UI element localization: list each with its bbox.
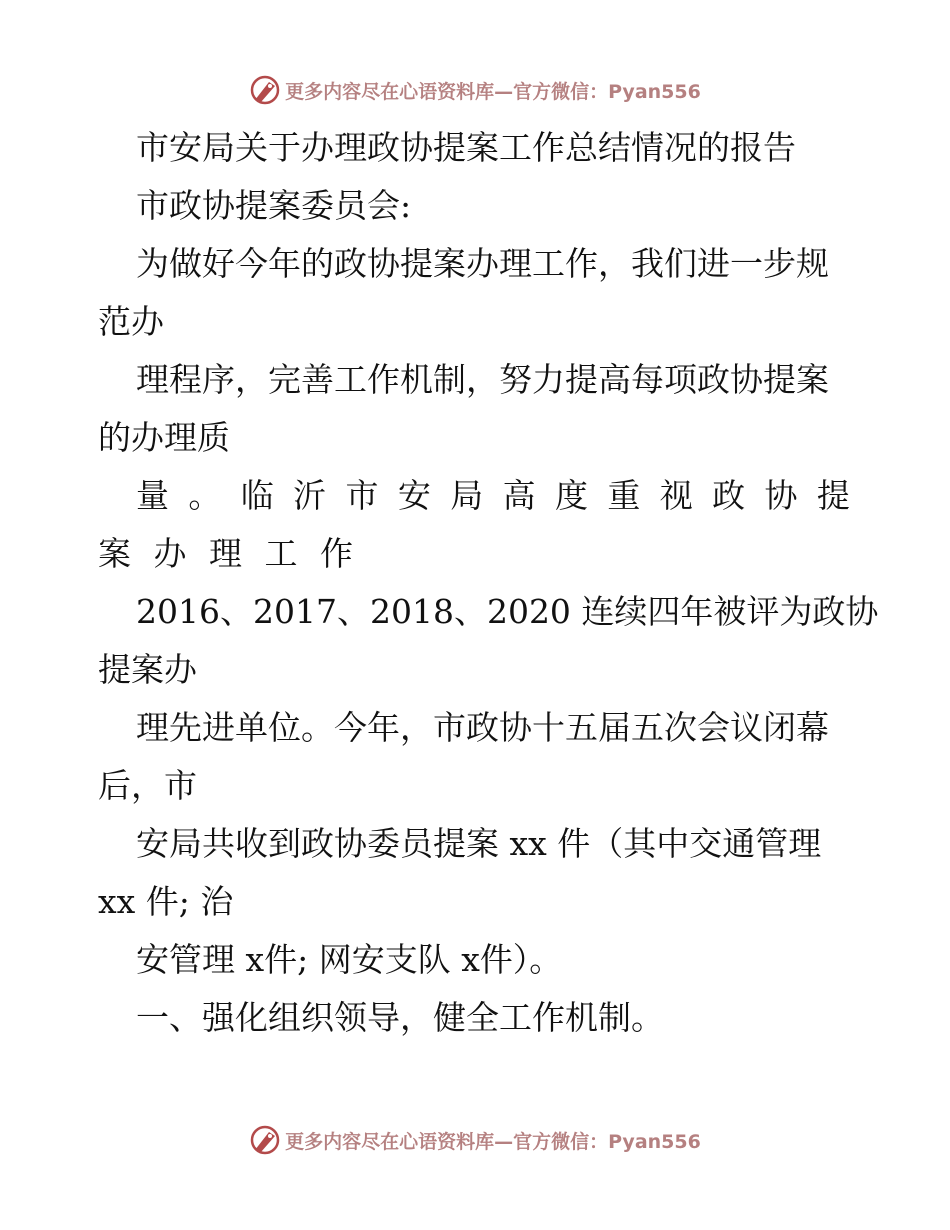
- section-heading: 一、强化组织领导，健全工作机制。: [136, 998, 664, 1037]
- paragraph-line: 范办: [98, 302, 164, 341]
- char: 量: [136, 476, 169, 515]
- char: 市: [345, 476, 379, 515]
- char: 。: [188, 476, 222, 515]
- char: 重: [607, 476, 641, 515]
- paragraph-line: 后，市: [98, 766, 197, 805]
- pen-nib-logo-icon: [249, 74, 281, 106]
- footer-banner-text: 更多内容尽在心语资料库—官方微信：Pyan556: [285, 1130, 701, 1153]
- char: 高: [502, 476, 536, 515]
- paragraph-line: xx 件; 治: [98, 882, 234, 921]
- paragraph-line: 理先进单位。今年，市政协十五届五次会议闭幕: [136, 708, 829, 747]
- char: 政: [712, 476, 746, 515]
- paragraph-line: 安局共收到政协委员提案 xx 件（其中交通管理: [136, 824, 822, 863]
- char: 度: [555, 476, 588, 515]
- char: 协: [764, 476, 798, 515]
- char: 局: [450, 476, 484, 515]
- header-banner: [0, 70, 950, 110]
- char: 提: [816, 476, 850, 515]
- paragraph-line: 安管理 x件; 网安支队 x件）。: [136, 940, 563, 979]
- char: 沂: [293, 476, 327, 515]
- header-banner-text: 更多内容尽在心语资料库—官方微信：Pyan556: [285, 80, 701, 103]
- paragraph-line: 理程序，完善工作机制，努力提高每项政协提案: [136, 360, 829, 399]
- paragraph-line-justified: [136, 476, 850, 516]
- char: 视: [659, 476, 693, 515]
- paragraph-line: 为做好今年的政协提案办理工作，我们进一步规: [136, 244, 829, 283]
- paragraph-line: 的办理质: [98, 418, 230, 457]
- char: 安: [397, 476, 431, 515]
- char: 临: [240, 476, 274, 515]
- document-title: 市安局关于办理政协提案工作总结情况的报告: [136, 128, 796, 167]
- paragraph-line: 提案办: [98, 650, 197, 689]
- footer-banner: [0, 1120, 950, 1160]
- pen-nib-logo-icon: [249, 1124, 281, 1156]
- paragraph-line: 案 办 理 工 作: [98, 534, 355, 573]
- salutation: 市政协提案委员会:: [136, 186, 412, 225]
- paragraph-line: 2016、2017、2018、2020 连续四年被评为政协: [136, 592, 879, 631]
